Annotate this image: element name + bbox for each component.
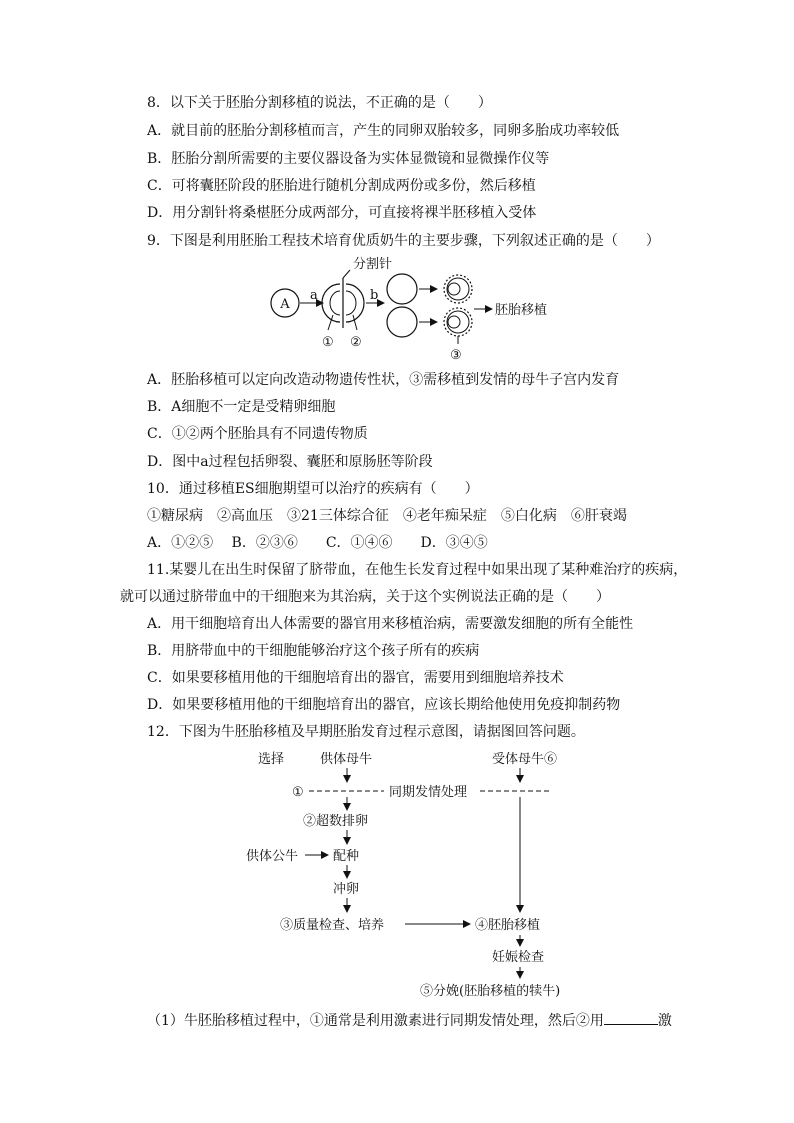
step2-label: ②超数排卵 (303, 814, 369, 829)
step4-label: ④胚胎移植 (475, 918, 541, 933)
split-embryo (322, 270, 364, 328)
q12-stem: 12．下图为牛胚胎移植及早期胚胎发育过程示意图，请据图回答问题。 (147, 724, 585, 740)
answer-blank[interactable] (604, 1010, 658, 1025)
pregnancy-label: 妊娠检查 (492, 950, 545, 965)
q12-sub1-end: 激 (657, 1013, 672, 1029)
transfer-label: 胚胎移植 (495, 303, 548, 318)
q11-stem-line2: 就可以通过脐带血中的干细胞来为其治病，关于这个实例说法正确的是（ ） (120, 589, 610, 605)
recipient-cow-label: 受体母牛⑥ (492, 752, 558, 767)
q11-option-a: A．用干细胞培育出人体需要的器官用来移植治病，需要激发细胞的所有全能性 (147, 616, 634, 632)
blastocyst-top (444, 275, 472, 303)
step5-label: ⑤分娩(胚胎移植的犊牛) (420, 984, 561, 999)
q10-stem: 10．通过移植ES细胞期望可以治疗的疾病有（ ） (147, 481, 479, 497)
q9-option-d: D．图中a过程包括卵裂、囊胚和原肠胚等阶段 (147, 454, 433, 470)
q9-stem: 9．下图是利用胚胎工程技术培育优质奶牛的主要步骤，下列叙述正确的是（ ） (147, 233, 660, 249)
half-embryo-bottom (387, 307, 417, 337)
donor-cow-label: 供体母牛 (320, 752, 373, 767)
donor-bull-label: 供体公牛 (246, 849, 299, 864)
q11-option-b: B．用脐带血中的干细胞能够治疗这个孩子所有的疾病 (147, 643, 480, 659)
q8-stem: 8．以下关于胚胎分割移植的说法，不正确的是（ ） (147, 95, 492, 111)
half-embryo-top (387, 274, 417, 304)
q11-option-c: C．如果要移植用他的干细胞培育出的器官，需要用到细胞培养技术 (147, 670, 564, 686)
step3-label: ③质量检查、培养 (280, 918, 385, 933)
select-label: 选择 (258, 752, 285, 767)
q8-option-c: C．可将囊胚阶段的胚胎进行随机分割成两份或多份，然后移植 (147, 178, 536, 194)
mating-label: 配种 (333, 849, 360, 864)
q11-option-d: D．如果要移植用他的干细胞培育出的器官，应该长期给他使用免疫抑制药物 (147, 697, 621, 713)
q9-option-a: A．胚胎移植可以定向改造动物遗传性状，③需移植到发情的母牛子宫内发育 (147, 372, 620, 388)
q11-stem-line1: 11.某婴儿在出生时保留了脐带血，在他生长发育过程中如果出现了某种难治疗的疾病， (147, 562, 688, 578)
step1-label: ① (292, 785, 304, 800)
q9-option-c: C．①②两个胚胎具有不同遗传物质 (147, 426, 368, 442)
label-1: ① (322, 335, 334, 350)
q12-sub1 (147, 1010, 672, 1031)
q8-option-d: D．用分割针将桑椹胚分成两部分，可直接将裸半胚移植入受体 (147, 205, 537, 221)
embryo-transfer-flowchart (0, 745, 794, 1005)
q10-items: ①糖尿病 ②高血压 ③21三体综合征 ④老年痴呆症 ⑤白化病 ⑥肝衰竭 (147, 508, 627, 524)
sync-label: 同期发情处理 (389, 785, 468, 800)
arrow-b-label: b (370, 288, 379, 303)
needle-label: 分割针 (353, 257, 393, 272)
q12-sub1-start: （1）牛胚胎移植过程中，①通常是利用激素进行同期发情处理，然后②用 (147, 1013, 604, 1029)
embryo-splitting-diagram (0, 252, 794, 362)
flush-label: 冲卵 (333, 882, 360, 897)
cell-a-label: A (280, 297, 290, 312)
arrow-a-label: a (310, 288, 318, 303)
q8-option-a: A．就目前的胚胎分割移植而言，产生的同卵双胎较多，同卵多胎成功率较低 (147, 123, 620, 139)
label-3: ③ (450, 348, 462, 362)
q10-options: A．①②⑤ B．②③⑥ C．①④⑥ D．③④⑤ (147, 535, 488, 551)
label-2: ② (350, 335, 362, 350)
q8-option-b: B．胚胎分割所需要的主要仪器设备为实体显微镜和显微操作仪等 (147, 151, 550, 167)
blastocyst-bottom (444, 308, 472, 336)
q9-option-b: B．A细胞不一定是受精卵细胞 (147, 399, 336, 415)
